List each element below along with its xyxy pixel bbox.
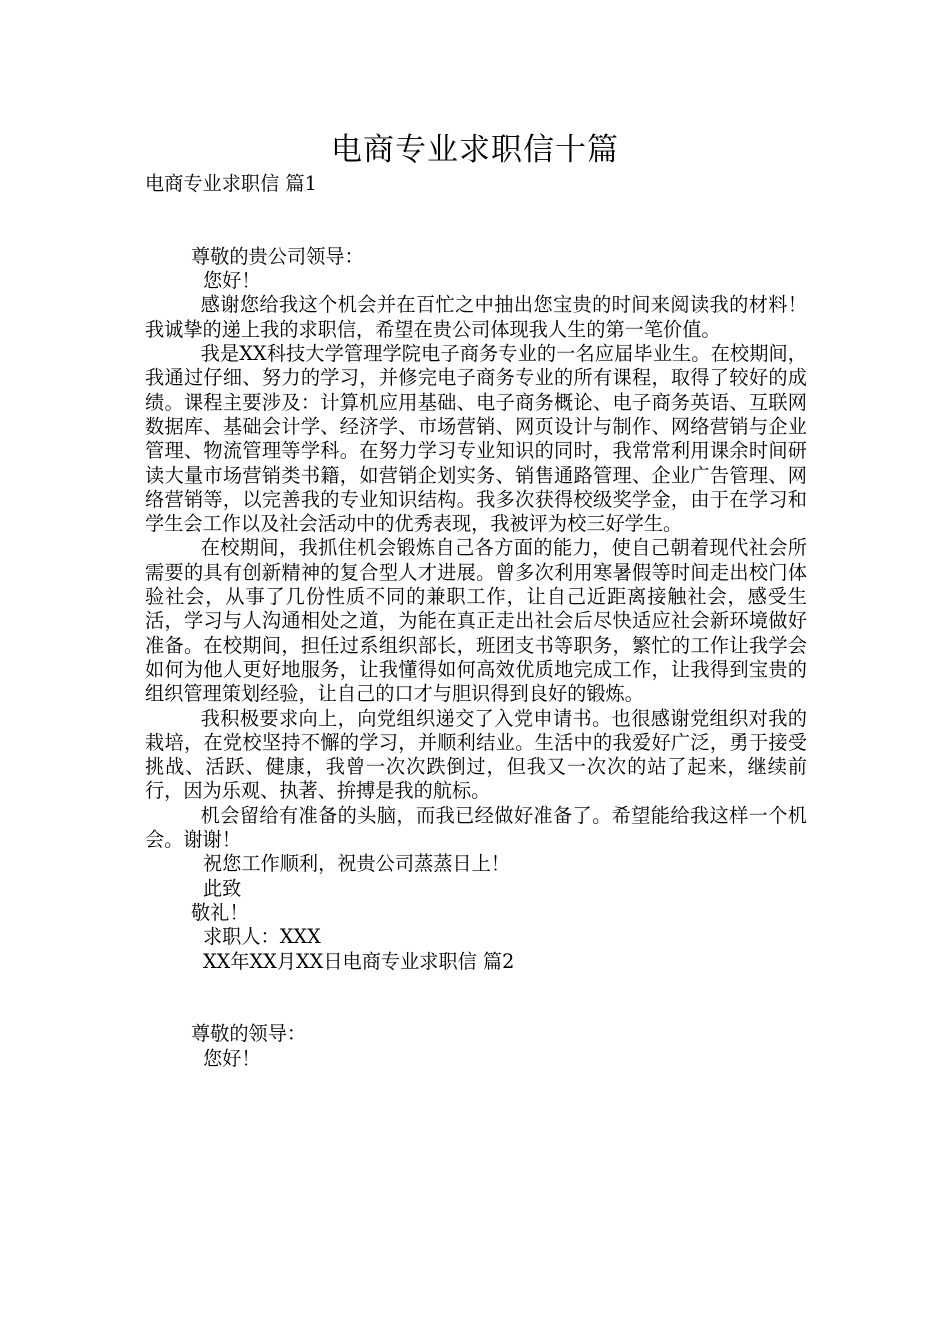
section-heading: 电商专业求职信 篇1 bbox=[145, 172, 317, 195]
body-paragraph: 机会留给有准备的头脑，而我已经做好准备了。希望能给我这样一个机会。谢谢！ bbox=[145, 803, 807, 852]
date-line: XX年XX月XX日电商专业求职信 篇2 bbox=[203, 949, 515, 973]
document-body bbox=[145, 172, 807, 1071]
closing-line: 此致 bbox=[203, 876, 242, 900]
wishes-line: 祝您工作顺利，祝贵公司蒸蒸日上！ bbox=[203, 852, 510, 876]
greeting: 您好！ bbox=[203, 269, 261, 293]
document-title: 电商专业求职信十篇 bbox=[331, 132, 619, 168]
blank-space bbox=[145, 196, 807, 245]
body-paragraph: 感谢您给我这个机会并在百忙之中抽出您宝贵的时间来阅读我的材料！我诚挚的递上我的求职信，希望在贵公司体现我人生的第一笔价值。 bbox=[145, 293, 807, 341]
body-paragraph: 在校期间，我抓住机会锻炼自己各方面的能力，使自己朝着现代社会所需要的具有创新精神的复合型人才进展。曾多次利用寒暑假等时间走出校门体验社会，从事了几份性质不同的兼职工作，让自己近距离接触社会，感受生活，学习与人沟通相处之道，为能在真正走出社会后尽快适应社会新环境做好准备。在校期间，担任过系组织部长，班团支书等职务，繁忙的工作让我学会如何为他人更好地服务，让我懂得如何高效优质地完成工作，让我得到宝贵的组织管理策划经验，让自己的口才与胆识得到良好的锻炼。 bbox=[145, 536, 807, 706]
greeting: 您好！ bbox=[203, 1046, 261, 1070]
salutation: 尊敬的贵公司领导： bbox=[191, 244, 364, 268]
body-paragraph: 我积极要求向上，向党组织递交了入党申请书。也很感谢党组织对我的栽培，在党校坚持不懈的学习，并顺利结业。生活中的我爱好广泛，勇于接受挑战、活跃、健康，我曾一次次跌倒过，但我又一次次的站了起来，继续前行，因为乐观、执著、拚搏是我的航标。 bbox=[145, 706, 807, 803]
blank-space bbox=[145, 974, 807, 1023]
signature-line: 求职人：XXX bbox=[203, 925, 321, 949]
salutation: 尊敬的领导： bbox=[191, 1022, 307, 1046]
closing-line: 敬礼！ bbox=[191, 900, 249, 924]
body-paragraph: 我是XX科技大学管理学院电子商务专业的一名应届毕业生。在校期间，我通过仔细、努力的学习，并修完电子商务专业的所有课程，取得了较好的成绩。课程主要涉及：计算机应用基础、电子商务概论、电子商务英语、互联网数据库、基础会计学、经济学、市场营销、网页设计与制作、网络营销与企业管理、物流管理等学科。在努力学习专业知识的同时，我常常利用课余时间研读大量市场营销类书籍，如营销企划实务、销售通路管理、企业广告管理、网络营销等，以完善我的专业知识结构。我多次获得校级奖学金，由于在学习和学生会工作以及社会活动中的优秀表现，我被评为校三好学生。 bbox=[145, 342, 807, 536]
